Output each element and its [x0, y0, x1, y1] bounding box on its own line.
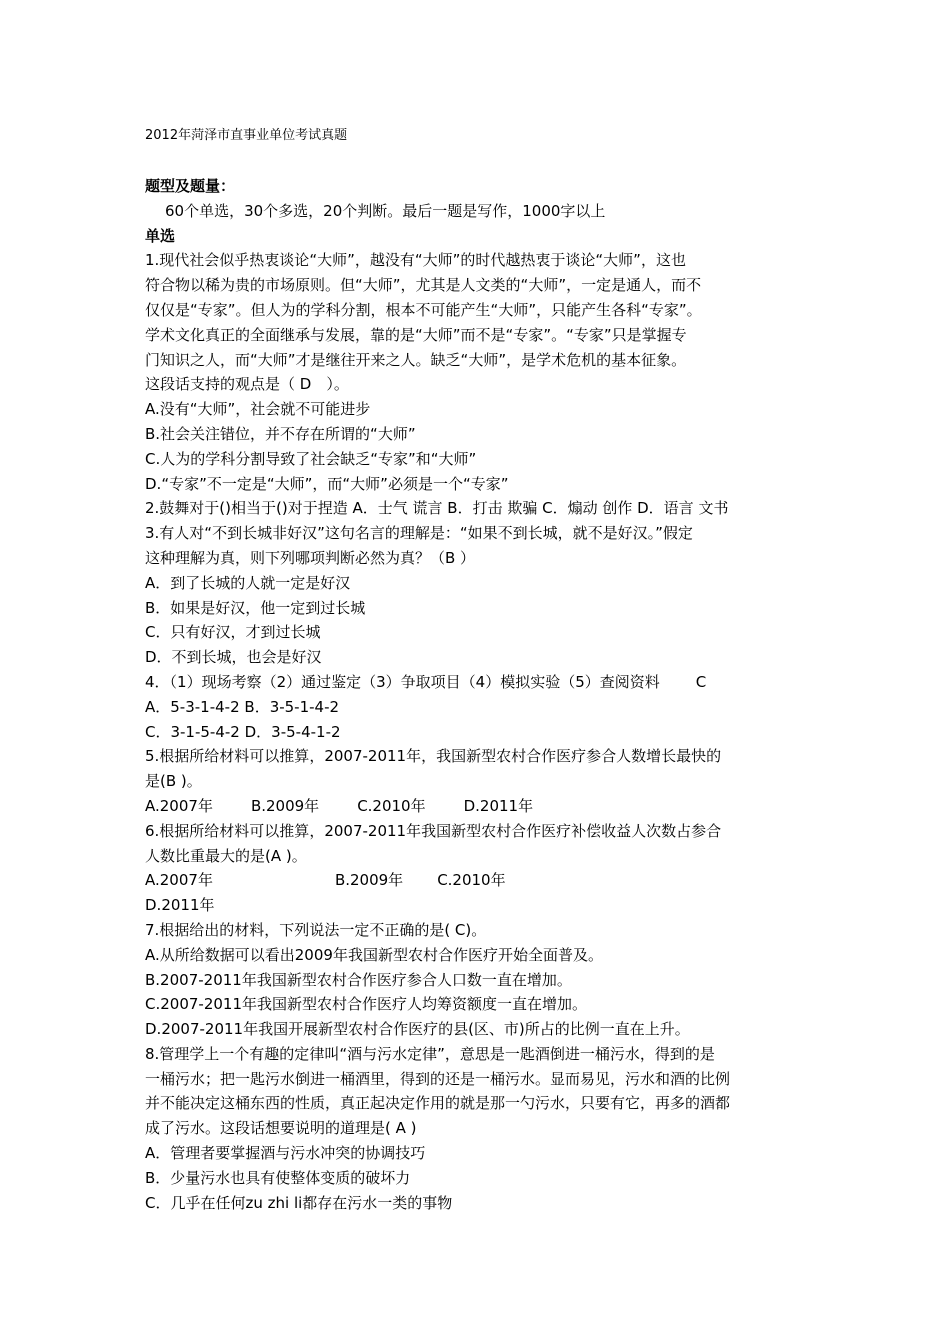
answer-option: B．如果是好汉，他一定到过长城: [145, 598, 366, 617]
question-text-line: 并不能决定这桶东西的性质，真正起决定作用的就是那一勺污水，只要有它，再多的酒都: [145, 1094, 731, 1113]
question-4: [145, 670, 810, 744]
answer-option: D．不到长城，也会是好汉: [145, 648, 322, 667]
answer-option: B.2009年: [334, 871, 404, 890]
answer-option: B．少量污水也具有使整体变质的破坏力: [145, 1168, 411, 1187]
answer-key: C: [695, 672, 707, 691]
answer-option: C.2007-2011年我国新型农村合作医疗人均筹资额度一直在增加。: [145, 995, 588, 1014]
question-7: [145, 918, 810, 1042]
answer-option: A.从所给数据可以看出2009年我国新型农村合作医疗开始全面普及。: [145, 945, 603, 964]
answer-option: A.2007年: [145, 796, 213, 815]
question-text-line: 是(B )。: [145, 772, 202, 791]
answer-option: D.“专家”不一定是“大师”，而“大师”必须是一个“专家”: [145, 474, 509, 493]
question-text-line: 5.根据所给材料可以推算，2007-2011年，我国新型农村合作医疗参合人数增长最快的: [145, 747, 722, 766]
answer-option: C.2010年: [357, 796, 426, 815]
question-3: [145, 521, 810, 670]
answer-option: B.2009年: [250, 796, 320, 815]
answer-option: C．只有好汉，才到过长城: [145, 623, 321, 642]
answer-option-row: C．3-1-5-4-2 D．3-5-4-1-2: [145, 722, 341, 741]
answer-option: D.2011年: [145, 896, 215, 915]
question-text-line: 人数比重最大的是(A )。: [145, 846, 307, 865]
question-text-line: 符合物以稀为贵的市场原则。但“大师”，尤其是人文类的“大师”，一定是通人，而不: [145, 276, 702, 295]
answer-option: C.2010年: [437, 871, 506, 890]
question-2: 2.鼓舞对于()相当于()对于捏造 A．士气 谎言 B．打击 欺骗 C．煽动 创作 D．语言 文书: [145, 499, 729, 518]
answer-option: B.社会关注错位，并不存在所谓的“大师”: [145, 424, 416, 443]
section-description: 60个单选，30个多选，20个判断。最后一题是写作，1000字以上: [165, 201, 606, 220]
question-text-line: 6.根据所给材料可以推算，2007-2011年我国新型农村合作医疗补偿收益人次数占参合: [145, 821, 722, 840]
answer-option: D.2011年: [463, 796, 534, 815]
document-body: [145, 124, 810, 1215]
question-text-line: 仅仅是“专家”。但人为的学科分割，根本不可能产生“大师”，只能产生各科“专家”。: [145, 300, 702, 319]
question-stem-row: [145, 670, 810, 695]
question-text-line: 3.有人对“不到长城非好汉”这句名言的理解是：“如果不到长城，就不是好汉。”假定: [145, 524, 693, 543]
answer-option: B.2007-2011年我国新型农村合作医疗参合人口数一直在增加。: [145, 970, 572, 989]
section-heading: 题型及题量：: [145, 177, 236, 195]
answer-option: C.人为的学科分割导致了社会缺乏“专家”和“大师”: [145, 449, 477, 468]
question-6: [145, 819, 810, 918]
document-title: 2012年菏泽市直事业单位考试真题: [145, 128, 348, 143]
question-text-line: 一桶污水；把一匙污水倒进一桶酒里，得到的还是一桶污水。显而易见，污水和酒的比例: [145, 1069, 731, 1088]
question-text-line: 门知识之人，而“大师”才是继往开来之人。缺乏“大师”，是学术危机的基本征象。: [145, 350, 687, 369]
question-stem: 4．（1）现场考察（2）通过鉴定（3）争取项目（4）模拟实验（5）查阅资料: [145, 672, 660, 691]
question-text-line: 1.现代社会似乎热衷谈论“大师”，越没有“大师”的时代越热衷于谈论“大师”，这也: [145, 251, 686, 270]
answer-option: C．几乎在任何zu zhi li都存在污水一类的事物: [145, 1193, 453, 1212]
answer-option: D.2007-2011年我国开展新型农村合作医疗的县(区、市)所占的比例一直在上升。: [145, 1020, 690, 1039]
answer-option-row: A．5-3-1-4-2 B．3-5-1-4-2: [145, 697, 340, 716]
answer-option: A．到了长城的人就一定是好汉: [145, 573, 351, 592]
question-text-line: 8.管理学上一个有趣的定律叫“酒与污水定律”，意思是一匙酒倒进一桶污水，得到的是: [145, 1044, 715, 1063]
answer-option-row: [145, 794, 810, 819]
question-text-line: 成了污水。这段话想要说明的道理是( A ): [145, 1119, 417, 1138]
answer-option: A.没有“大师”，社会就不可能进步: [145, 400, 371, 419]
question-1: [145, 248, 810, 496]
answer-option: A．管理者要掌握酒与污水冲突的协调技巧: [145, 1144, 426, 1163]
question-prompt: 这段话支持的观点是（ D ）。: [145, 375, 349, 394]
single-choice-heading: 单选: [145, 226, 176, 245]
question-text-line: 这种理解为真，则下列哪项判断必然为真？（B ）: [145, 548, 476, 567]
question-text-line: 学术文化真正的全面继承与发展，靠的是“大师”而不是“专家”。“专家”只是掌握专: [145, 325, 687, 344]
question-stem: 7.根据给出的材料，下列说法一定不正确的是( C)。: [145, 920, 487, 939]
answer-option-row: [145, 868, 810, 893]
question-8: [145, 1042, 810, 1216]
answer-option: A.2007年: [145, 871, 213, 890]
question-5: [145, 744, 810, 818]
